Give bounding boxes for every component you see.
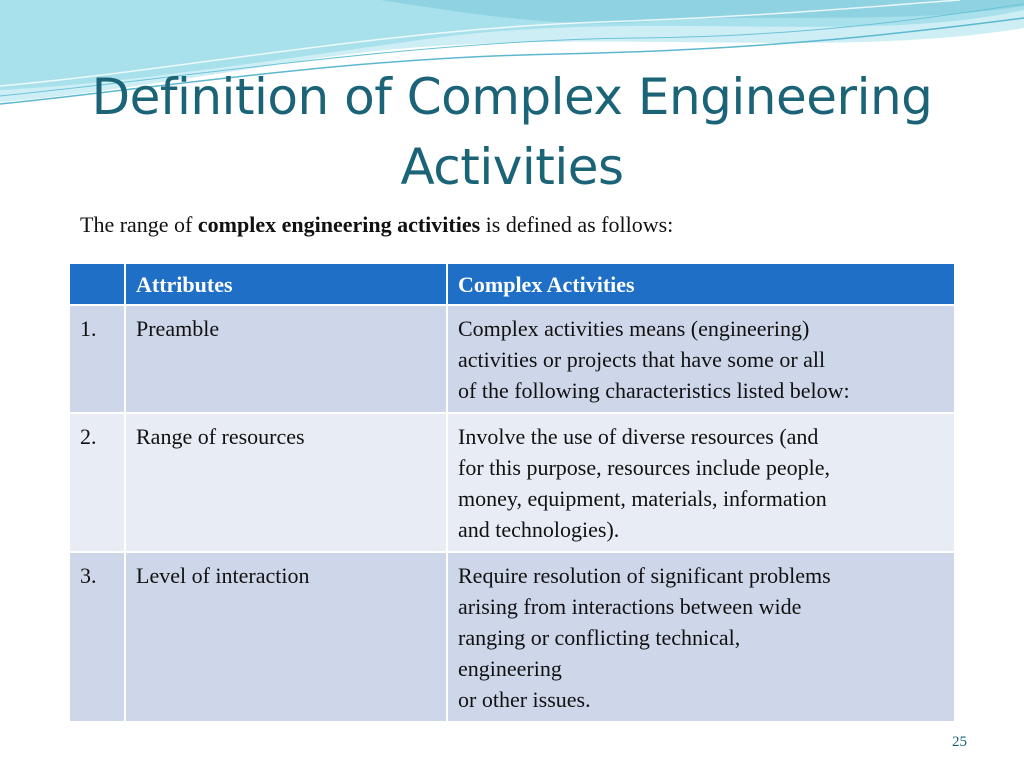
table-row (69, 305, 955, 413)
intro-bold-term: complex engineering activities (197, 212, 481, 237)
page-number: 25 (952, 734, 967, 750)
header-complex-activities: Complex Activities (447, 263, 955, 305)
row-number: 1. (69, 305, 125, 413)
description-line: engineering (458, 656, 562, 681)
description-line: Require resolution of significant problems (458, 563, 831, 588)
description-line: or other issues. (458, 687, 591, 712)
row-attribute: Preamble (125, 305, 447, 413)
table-row (69, 552, 955, 722)
header-number (69, 263, 125, 305)
row-attribute: Level of interaction (125, 552, 447, 722)
row-attribute: Range of resources (125, 413, 447, 552)
description-line: and technologies). (458, 517, 620, 542)
slide-title: Definition of Complex Engineering Activities (91, 68, 933, 196)
header-attributes: Attributes (125, 263, 447, 305)
row-number: 3. (69, 552, 125, 722)
row-description (447, 413, 955, 552)
row-description (447, 305, 955, 413)
intro-text (80, 212, 673, 238)
description-line: ranging or conflicting technical, (458, 625, 741, 650)
attributes-table (68, 262, 956, 723)
row-number: 2. (69, 413, 125, 552)
intro-suffix: is defined as follows: (480, 212, 674, 237)
intro-prefix: The range of (80, 212, 198, 237)
description-line: Involve the use of diverse resources (and (458, 424, 819, 449)
table-row (69, 413, 955, 552)
description-line: money, equipment, materials, information (458, 486, 827, 511)
description-line: of the following characteristics listed below: (458, 378, 850, 403)
table-header-row (69, 263, 955, 305)
description-line: activities or projects that have some or all (458, 347, 826, 372)
description-line: for this purpose, resources include people, (458, 455, 831, 480)
description-line: Complex activities means (engineering) (458, 316, 810, 341)
description-line: arising from interactions between wide (458, 594, 802, 619)
row-description (447, 552, 955, 722)
